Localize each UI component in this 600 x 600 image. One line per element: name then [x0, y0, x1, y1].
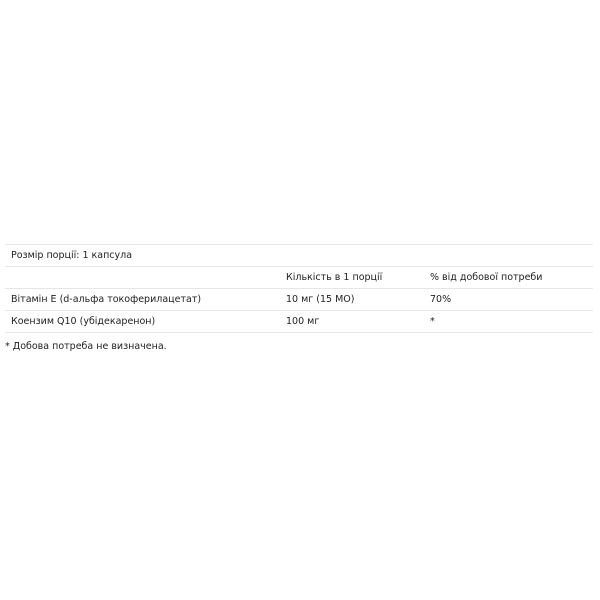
header-amount-per-serving: Кількість в 1 порції: [286, 272, 383, 283]
ingredient-name: Вітамін Е (d-альфа токоферилацетат): [11, 294, 202, 305]
serving-size-row: [5, 245, 593, 267]
ingredient-daily-value: 70%: [430, 294, 452, 305]
ingredient-amount: 100 мг: [286, 316, 320, 327]
footnote: * Добова потреба не визначена.: [5, 341, 167, 352]
ingredient-amount: 10 мг (15 МО): [286, 294, 355, 305]
table-row: [5, 311, 593, 332]
table-header-row: [5, 267, 593, 289]
ingredient-name: Коензим Q10 (убідекаренон): [11, 316, 156, 327]
serving-size-label: Розмір порції: 1 капсула: [11, 250, 133, 261]
ingredient-daily-value: *: [430, 316, 435, 327]
supplement-facts-table: [5, 244, 593, 333]
table-row: [5, 289, 593, 311]
header-daily-value: % від добової потреби: [430, 272, 543, 283]
